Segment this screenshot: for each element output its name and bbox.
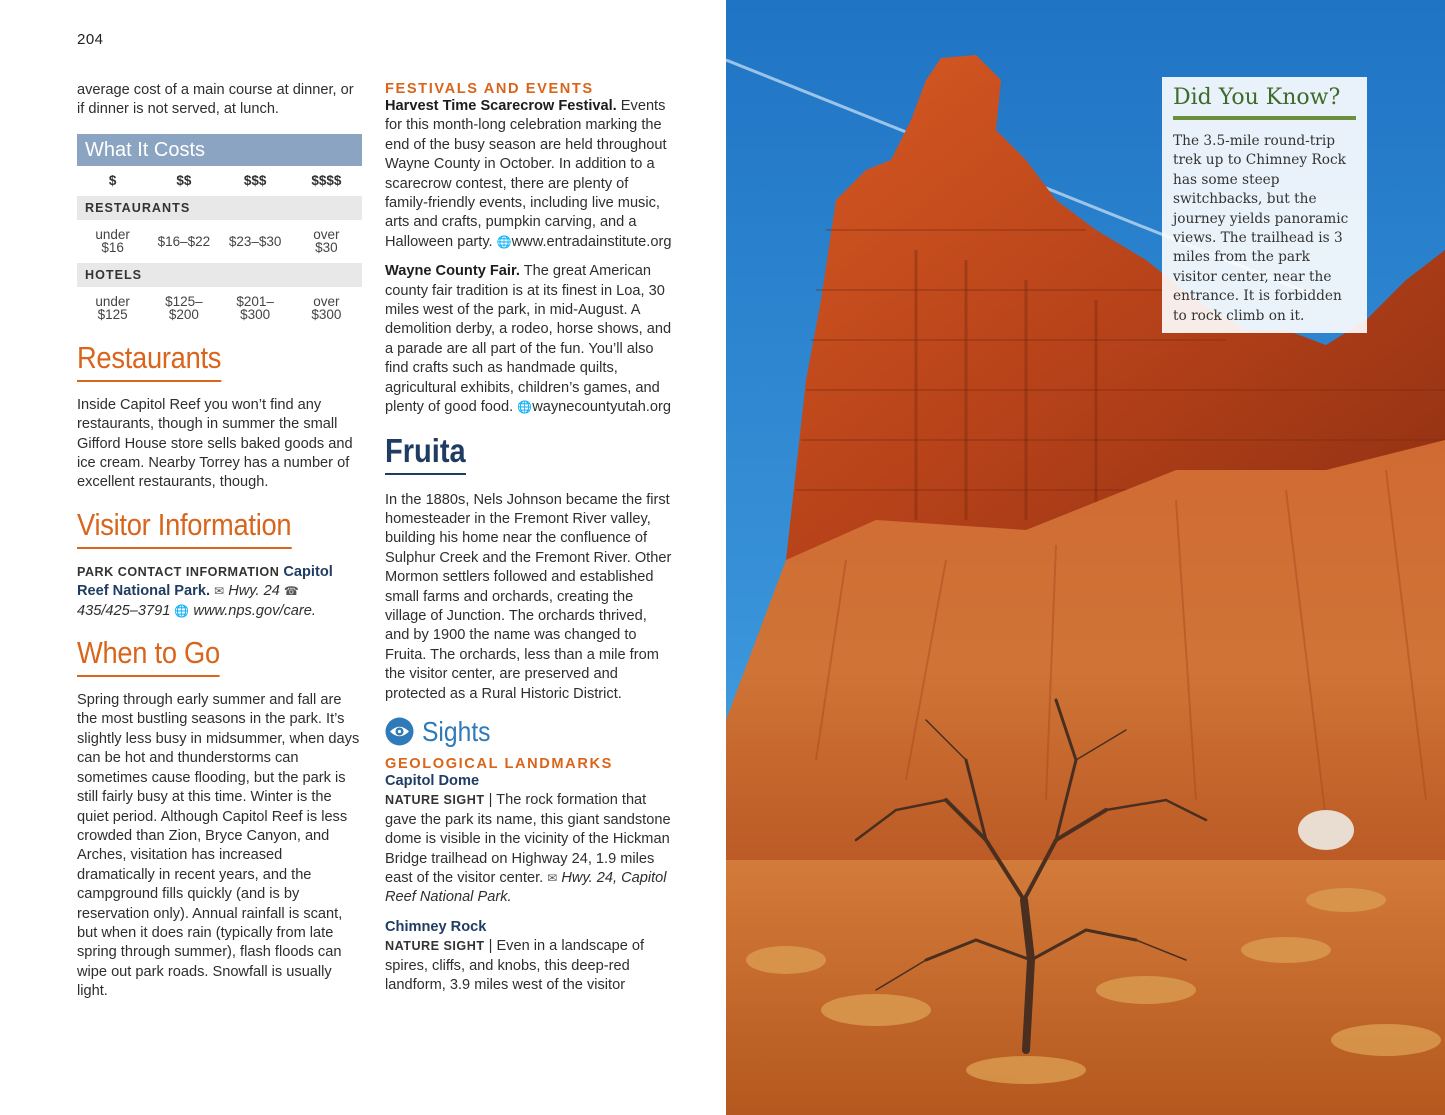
contact-label: PARK CONTACT INFORMATION [77,564,280,579]
mail-icon: ✉ [547,871,558,885]
nature-sight-label: NATURE SIGHT [385,793,485,808]
contact-info [77,563,362,621]
eye-icon [385,717,414,746]
cost-table [77,134,362,330]
chimney-rock-text: Even in a landscape of spires, cliffs, and knobs, this deep-red landform, 3.9 miles west of the visitor [385,938,645,994]
fair-title: Wayne County Fair. [385,263,520,280]
globe-icon: 🌐 [496,234,512,249]
festivals-heading: FESTIVALS AND EVENTS [385,81,594,97]
wayne-county-fair [385,262,675,417]
price-cell: under $125 [95,293,130,323]
cost-header-cell: $$$ [243,173,267,189]
capitol-dome-entry: NATURE SIGHT | The rock formation that gave the park its name, this giant sandstone dome is visible in the vicinity of the Hickman Bridge trailhead on Highway 24, 1.9 miles east of the visitor center. ✉ Hwy. 24, Capitol Reef National Park. [385,792,671,906]
globe-icon: 🌐 [517,400,533,415]
cost-table-header [77,166,362,196]
chimney-rock-entry: NATURE SIGHT | Even in a landscape of spires, cliffs, and knobs, this deep-red landform, 3.9 miles west of the visitor [385,938,645,994]
mail-icon: ✉ [214,584,225,599]
contact-website[interactable]: www.nps.gov/care. [193,602,316,619]
price-cell: $125– $200 [165,293,203,323]
harvest-title: Harvest Time Scarecrow Festival. [385,98,617,114]
price-cell: over $300 [311,293,342,323]
capitol-dome-text: The rock formation that gave the park its name, this giant sandstone dome is visible in the vicinity of the Hickman Bridge trailhead on Highway 24, 1.9 miles east of the visitor center. [385,792,671,886]
cost-table-title: What It Costs [77,134,362,166]
visitor-info-heading: Visitor Information [77,507,291,549]
harvest-website[interactable]: www.entradainstitute.org [511,233,672,250]
sights-heading-row [385,716,675,748]
fruita-text: In the 1880s, Nels Johnson became the first homesteader in the Fremont River valley, building his home near the confluence of Sulphur Creek and the Fremont River. Other Mormon settlers followed and established small farms and orchards, creating the village of Junction. The orchards thrived, and by 1900 the name was changed to Fruita. The orchards, less than a mile from the visitor center, are preserved and protected as a Rural Historic District. [385,491,672,702]
did-you-know-rule [1173,116,1356,120]
column-middle [385,81,675,995]
hotels-price-row [77,287,362,330]
price-cell: under $16 [95,226,130,256]
price-cell: $16–$22 [157,233,211,249]
contact-name: Capitol Reef National Park. [77,563,333,600]
harvest-text: Events for this month-long celebration marking the end of the busy season are held throughout Wayne County in October. In addition to a scarecrow contest, there are plenty of family-friendly events, including live music, arts and crafts, pumpkin carving, and a Halloween party. [385,98,667,250]
restaurants-price-row [77,220,362,263]
cost-header-cell: $$ [176,173,192,189]
hotels-category: HOTELS [77,263,362,287]
when-to-go-text: Spring through early summer and fall are the most bustling seasons in the park. It’s slightly less busy in midsummer, when days can be hot and thunderstorms can sometimes cause flooding, but the park is still fairly busy at this time. Winter is the quiet period. Although Capitol Reef is less crowded than Zion, Bryce Canyon, and Arches, visitation has increased dramatically in recent years, and the campground fills quickly (and is by reservation only). Annual rainfall is scant, but when it does rain (typically from late spring through summer), flash floods can wipe out park roads. Snowfall is usually light. [77,692,360,1000]
geological-heading: GEOLOGICAL LANDMARKS [385,755,613,772]
chimney-rock-title: Chimney Rock [385,918,487,935]
price-cell: $23–$30 [228,233,282,249]
sights-heading: Sights [422,715,491,747]
nature-sight-label: NATURE SIGHT [385,939,485,954]
intro-text: average cost of a main course at dinner, or if dinner is not served, at lunch. [77,82,354,118]
fair-website[interactable]: waynecountyutah.org [532,399,671,416]
price-cell: over $30 [313,226,340,256]
did-you-know-text: The 3.5-mile round-trip trek up to Chimney Rock has some steep switchbacks, but the journey yields panoramic views. The trailhead is 3 miles from the park visitor center, near the entrance. It is forbidden to rock climb on it. [1173,133,1349,324]
harvest-festival [385,97,675,252]
fair-text: The great American county fair tradition is at its finest in Loa, 30 miles west of the park, in mid-August. A demolition derby, a rodeo, horse shows, and a parade are all part of the fun. You’ll also find crafts such as handmade quilts, agricultural exhibits, children’s games, and plenty of good food. [385,263,672,416]
restaurants-category: RESTAURANTS [77,196,362,220]
column-left [77,81,362,1002]
contact-address: Hwy. 24 [228,583,280,600]
page-number: 204 [77,31,104,48]
fruita-heading: Fruita [385,432,466,475]
restaurants-text: Inside Capitol Reef you won’t find any restaurants, though in summer the small Gifford House store sells baked goods and ice cream. Nearby Torrey has a number of excellent restaurants, though. [77,396,353,491]
globe-icon: 🌐 [174,603,190,618]
price-cell: $201– $300 [236,293,274,323]
restaurants-heading: Restaurants [77,340,221,382]
cost-header-cell: $$$$ [311,173,342,189]
when-to-go-heading: When to Go [77,635,220,677]
capitol-dome-title: Capitol Dome [385,772,480,789]
capitol-dome-address: Hwy. 24, Capitol Reef National Park. [385,870,667,906]
phone-icon: ☎ [283,584,299,599]
cost-header-cell: $ [108,173,117,189]
contact-phone: 435/425–3791 [77,602,171,619]
did-you-know-title: Did You Know? [1173,85,1341,110]
did-you-know-box [1162,77,1367,333]
